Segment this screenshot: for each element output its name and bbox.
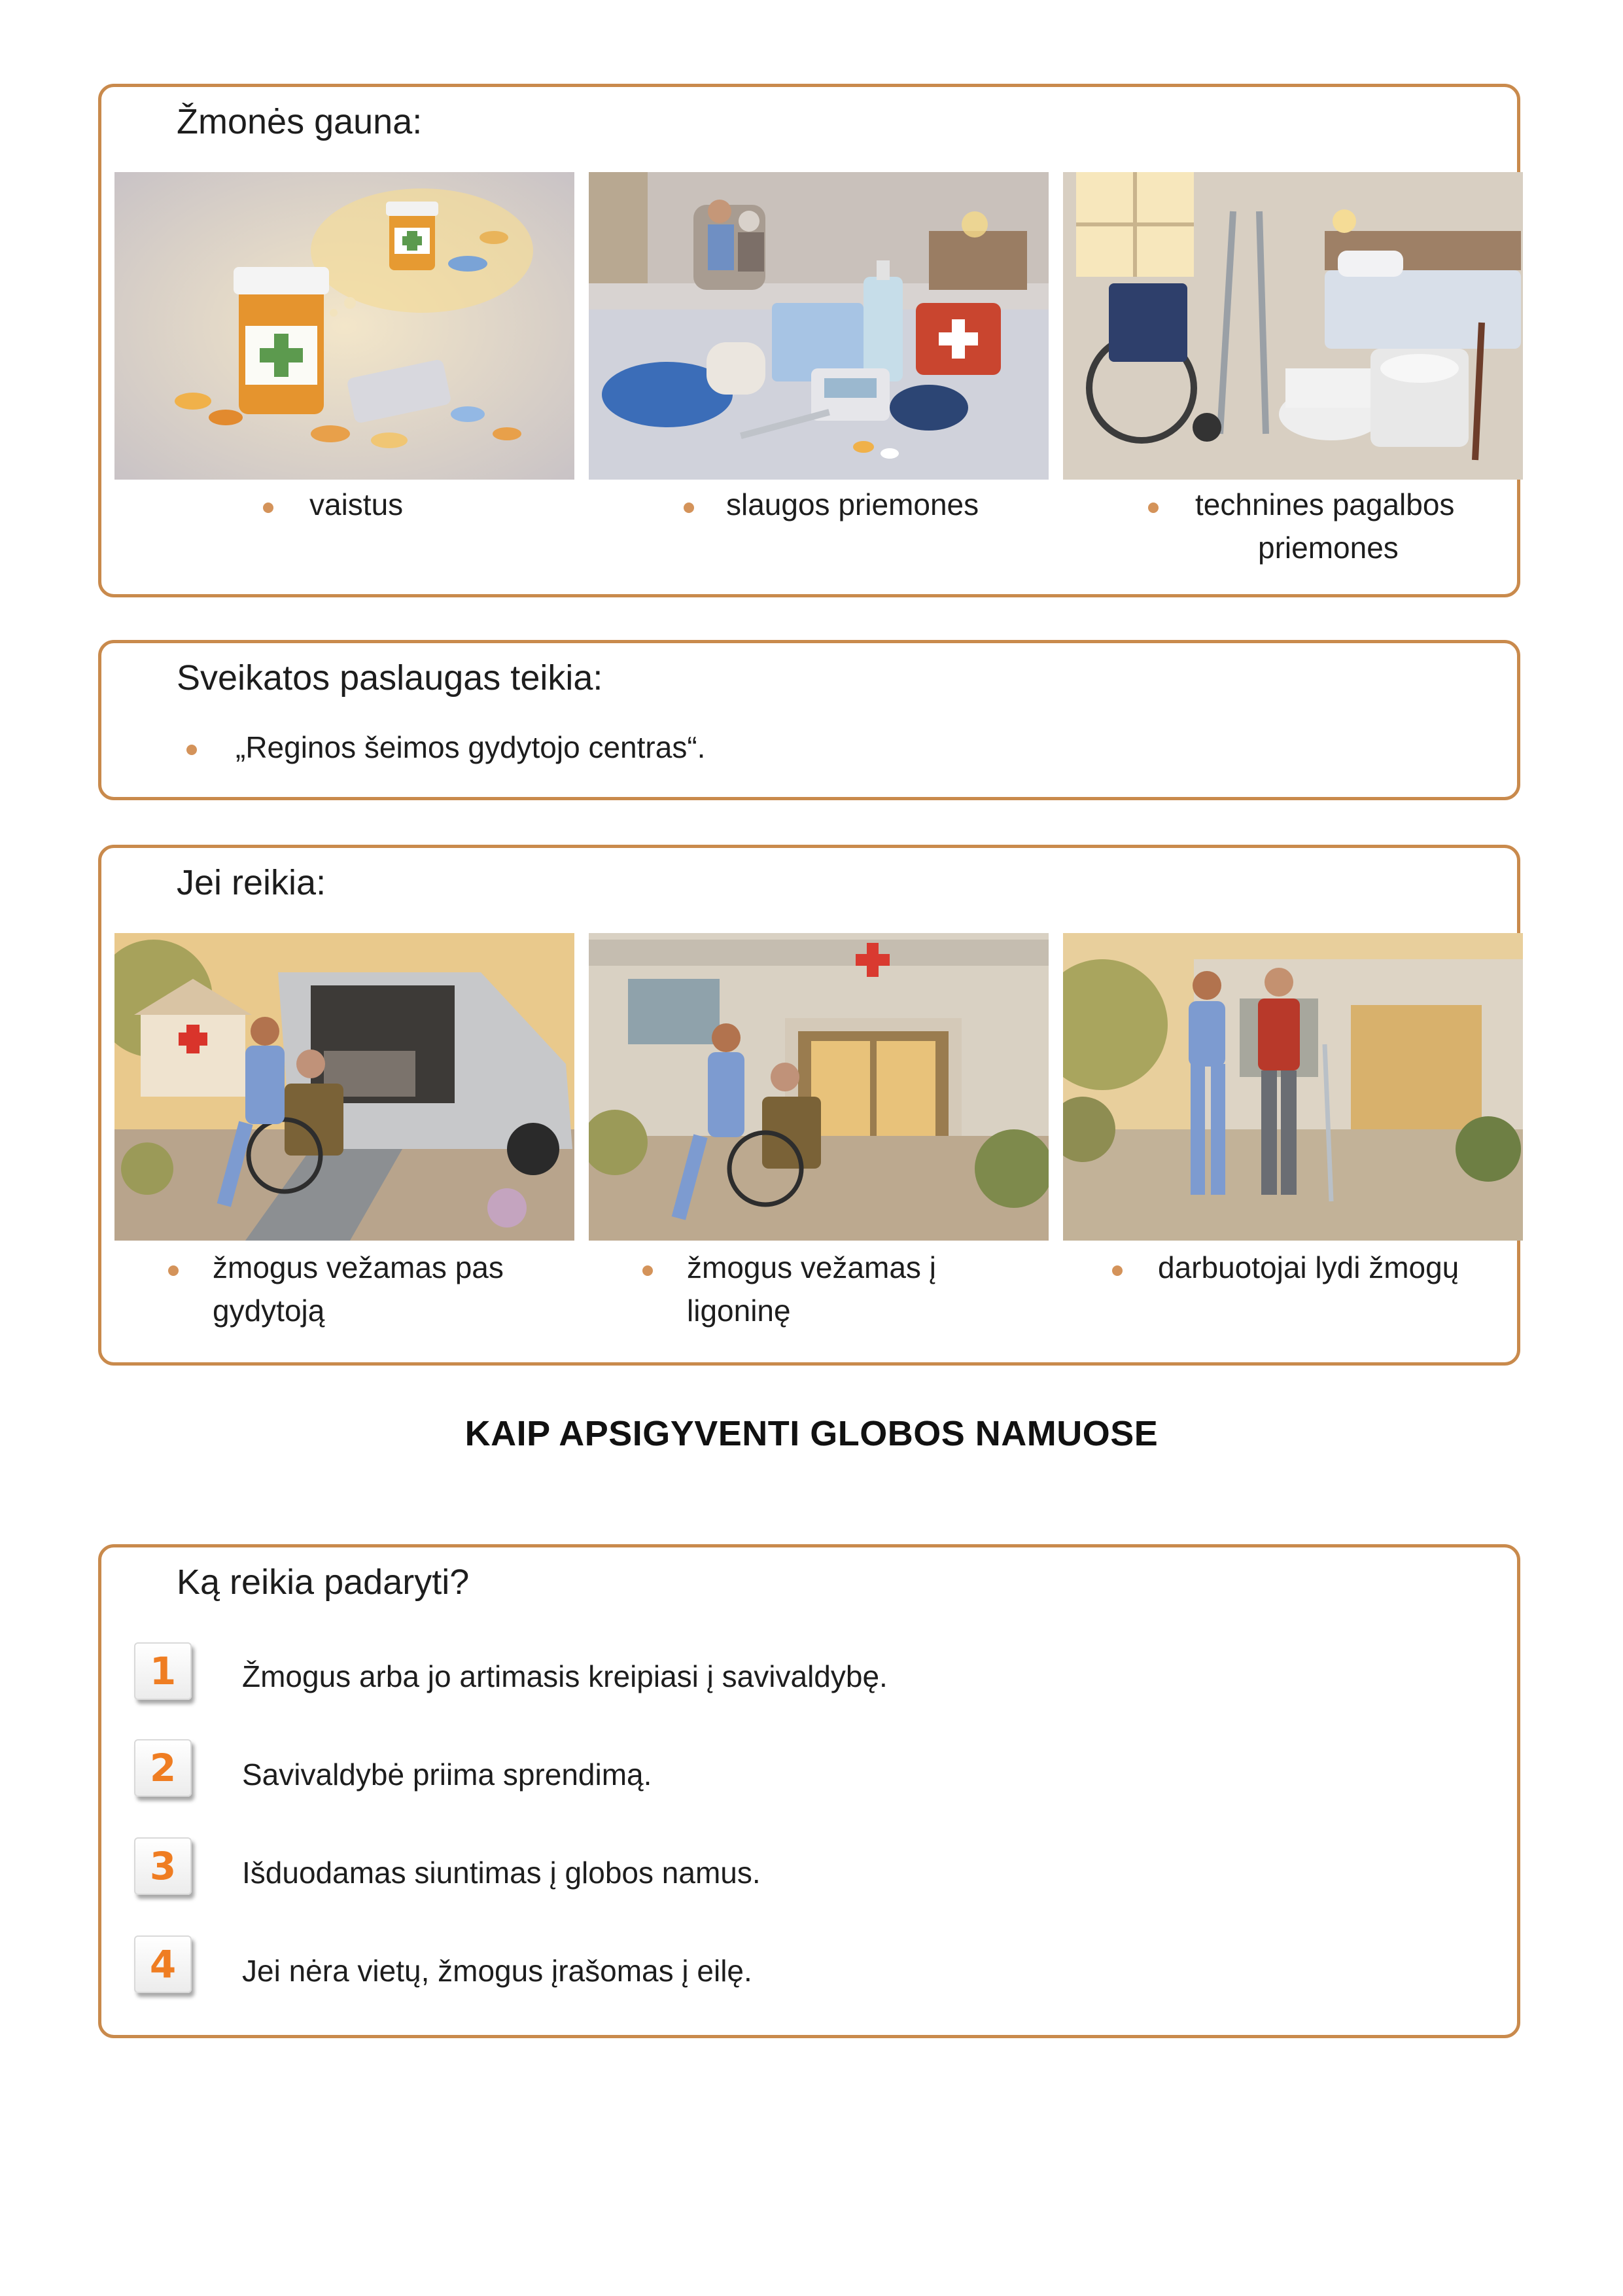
bullet-icon [642, 1265, 653, 1276]
steps-title: Ką reikia padaryti? [177, 1563, 470, 1602]
page-heading: KAIP APSIGYVENTI GLOBOS NAMUOSE [464, 1414, 1159, 1453]
step-1-number-icon: 1 [134, 1642, 192, 1700]
steps-section [98, 1544, 1520, 2038]
step-3-number-icon: 3 [134, 1837, 192, 1895]
caption-hospital-transport-line2: ligoninę [687, 1294, 791, 1328]
nursing-supplies-image [589, 172, 1049, 480]
step-4-number-icon: 4 [134, 1935, 192, 1993]
caption-nursing-supplies: slaugos priemones [726, 487, 979, 521]
bullet-icon [263, 503, 273, 513]
step-4-text: Jei nėra vietų, žmogus įrašomas į eilę. [242, 1954, 752, 1988]
step-2-number-icon: 2 [134, 1739, 192, 1797]
hospital-transport-image [589, 933, 1049, 1241]
bullet-icon [186, 745, 197, 755]
caption-technical-aids-line2: priemones [1258, 531, 1399, 565]
caption-hospital-transport-line1: žmogus vežamas į [687, 1250, 936, 1284]
if-needed-images [114, 933, 1524, 1241]
caption-doctor-transport-line2: gydytoją [213, 1294, 325, 1328]
caption-doctor-transport-line1: žmogus vežamas pas [213, 1250, 504, 1284]
if-needed-section [98, 845, 1520, 1366]
bullet-icon [1148, 503, 1159, 513]
bullet-icon [168, 1265, 179, 1276]
step-1-text: Žmogus arba jo artimasis kreipiasi į savivaldybę. [242, 1659, 888, 1693]
caption-medicine: vaistus [309, 487, 404, 521]
caption-escort: darbuotojai lydi žmogų [1158, 1250, 1459, 1284]
escort-walk-image [1063, 933, 1523, 1241]
health-services-section [98, 640, 1520, 800]
caption-technical-aids-line1: technines pagalbos [1195, 487, 1455, 521]
health-provider-text: „Reginos šeimos gydytojo centras“. [236, 730, 706, 764]
bullet-icon [684, 503, 694, 513]
mobility-aids-image [1063, 172, 1523, 480]
receive-section-title: Žmonės gauna: [177, 102, 423, 141]
receive-section [98, 84, 1520, 597]
step-2-text: Savivaldybė priima sprendimą. [242, 1757, 652, 1792]
step-3-text: Išduodamas siuntimas į globos namus. [242, 1856, 761, 1890]
health-services-title: Sveikatos paslaugas teikia: [177, 658, 603, 698]
van-transport-image [114, 933, 574, 1241]
receive-images [114, 172, 1524, 480]
if-needed-title: Jei reikia: [177, 863, 326, 902]
medicine-image [114, 172, 574, 480]
bullet-icon [1112, 1265, 1123, 1276]
